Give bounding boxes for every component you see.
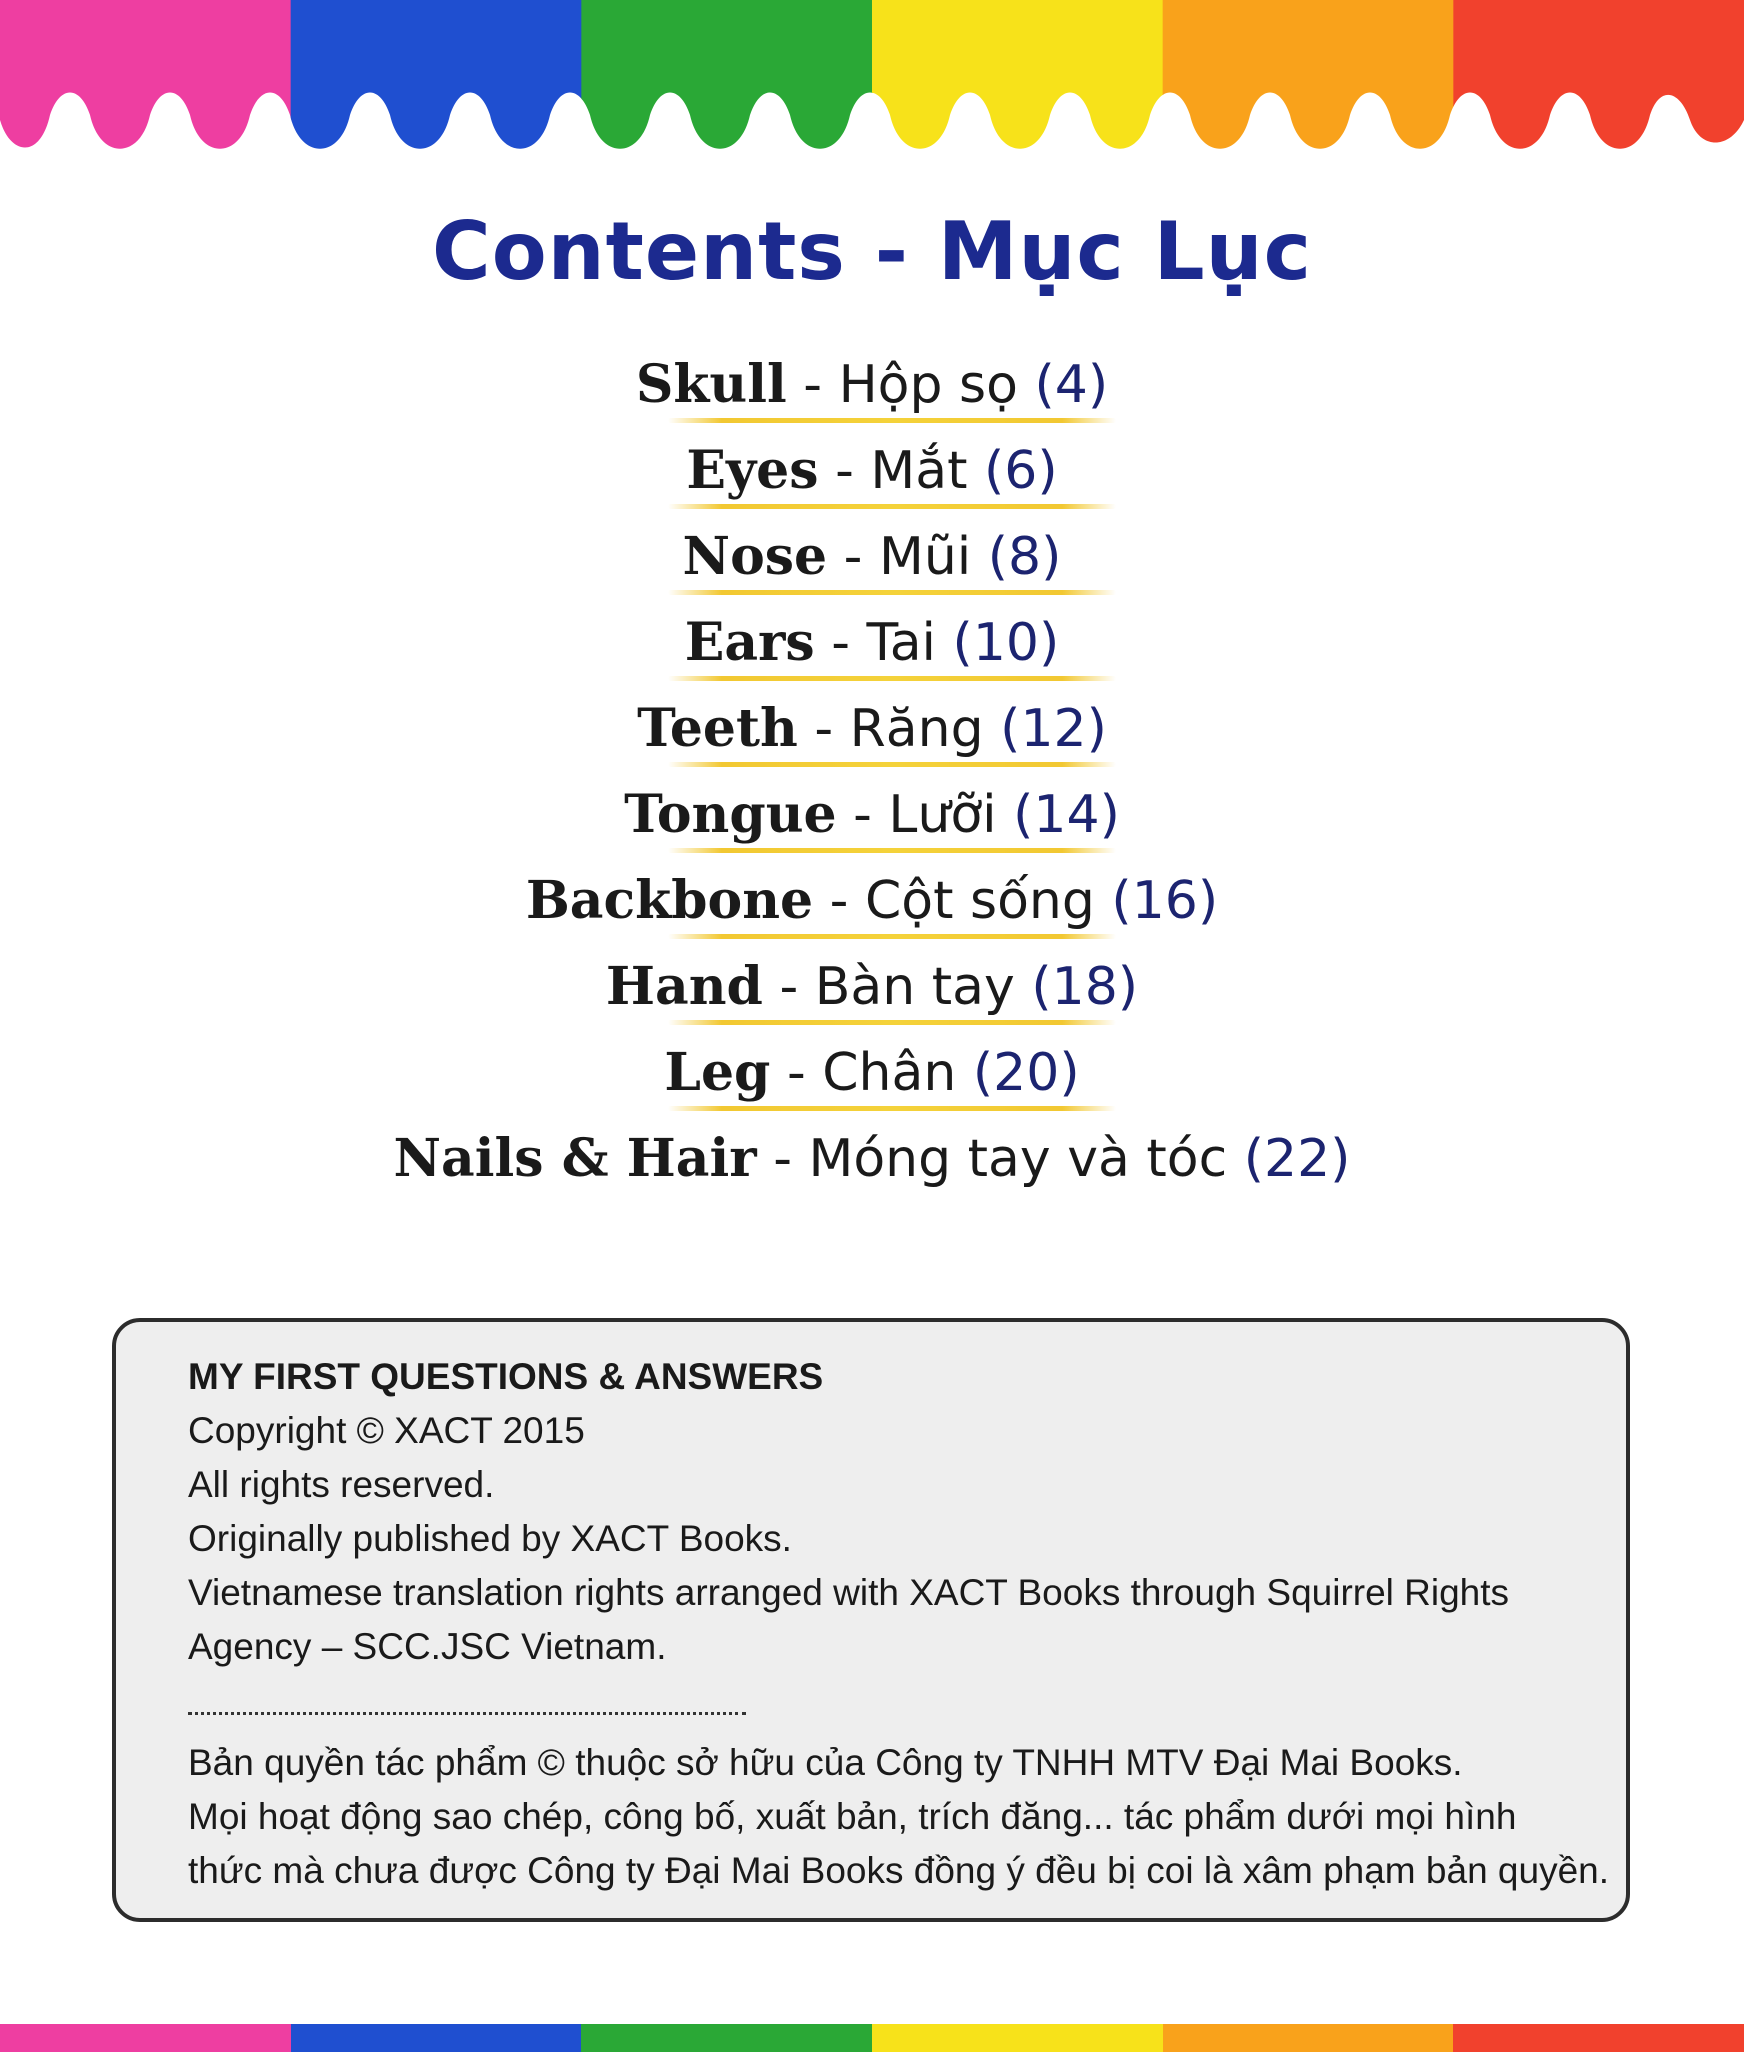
page-title: Contents - Mục Lục (431, 205, 1313, 298)
rainbow-stripe (1453, 2024, 1744, 2052)
toc-item-vietnamese: Mắt (870, 441, 968, 501)
toc-item-separator: - (829, 871, 849, 931)
toc-underline (668, 848, 1116, 853)
translation-rights-line: Vietnamese translation rights arranged with XACT Books through Squirrel Rights (188, 1572, 1510, 1613)
toc-item-skull[interactable] (0, 345, 1744, 425)
toc-underline (668, 1020, 1116, 1025)
toc-item-vietnamese: Mũi (878, 527, 972, 587)
toc-item-nose[interactable] (0, 517, 1744, 597)
vietnamese-notice-line: Mọi hoạt động sao chép, công bố, xuất bản, trích đăng... tác phẩm dưới mọi hình (188, 1796, 1517, 1837)
rainbow-border-bottom (0, 2024, 1744, 2052)
toc-item-english: Eyes (686, 440, 819, 501)
rainbow-stripe (581, 2024, 872, 2052)
rainbow-stripe (291, 0, 583, 175)
toc-item-page: (22) (1243, 1129, 1351, 1189)
toc-item-english: Backbone (525, 870, 814, 931)
toc-item-page: (12) (1000, 699, 1107, 759)
toc-item-vietnamese: Hộp sọ (838, 355, 1018, 415)
toc-item-page: (4) (1034, 355, 1109, 415)
publisher-line: Originally published by XACT Books. (188, 1518, 792, 1559)
rainbow-stripe (581, 0, 873, 175)
toc-item-tongue[interactable] (0, 775, 1744, 855)
toc-item-vietnamese: Cột sống (864, 871, 1095, 931)
toc-item-leg[interactable] (0, 1033, 1744, 1113)
toc-item-vietnamese: Răng (849, 699, 984, 759)
toc-item-separator: - (843, 527, 863, 587)
toc-item-separator: - (814, 699, 834, 759)
toc-item-hand[interactable] (0, 947, 1744, 1027)
toc-item-vietnamese: Móng tay và tóc (808, 1129, 1228, 1189)
toc-item-english: Nails & Hair (393, 1128, 757, 1189)
toc-item-page: (14) (1013, 785, 1120, 845)
toc-underline (668, 590, 1116, 595)
toc-item-page: (18) (1031, 957, 1139, 1017)
toc-underline (668, 504, 1116, 509)
toc-item-separator: - (786, 1043, 806, 1103)
toc-item-english: Leg (664, 1042, 771, 1103)
toc-item-english: Nose (682, 526, 828, 587)
vietnamese-copyright-line: Bản quyền tác phẩm © thuộc sở hữu của Công ty TNHH MTV Đại Mai Books. (188, 1742, 1463, 1783)
rainbow-stripe (872, 0, 1164, 175)
toc-item-english: Skull (635, 354, 787, 415)
toc-item-page: (20) (972, 1043, 1080, 1103)
toc-item-separator: - (779, 957, 799, 1017)
copyright-box (112, 1318, 1630, 1922)
toc-item-page: (6) (984, 441, 1058, 501)
toc-item-backbone[interactable] (0, 861, 1744, 941)
toc-underline (668, 762, 1116, 767)
toc-item-separator: - (835, 441, 854, 501)
toc-underline (668, 1106, 1116, 1111)
toc-item-english: Hand (605, 956, 763, 1017)
toc-item-teeth[interactable] (0, 689, 1744, 769)
toc-item-nails-hair[interactable] (0, 1119, 1744, 1199)
rainbow-stripe (1453, 0, 1744, 175)
toc-item-vietnamese: Tai (866, 613, 936, 673)
toc-item-page: (8) (987, 527, 1062, 587)
copyright-line: Copyright © XACT 2015 (188, 1410, 585, 1451)
toc-item-english: Tongue (624, 784, 837, 845)
rainbow-stripe (291, 2024, 582, 2052)
toc-item-separator: - (803, 355, 823, 415)
toc-underline (668, 418, 1116, 423)
rainbow-stripe (0, 0, 292, 175)
toc-underline (668, 676, 1116, 681)
dotted-divider (188, 1712, 746, 1715)
toc-underline (668, 934, 1116, 939)
toc-item-english: Ears (684, 612, 815, 673)
book-series-title: MY FIRST QUESTIONS & ANSWERS (188, 1356, 824, 1397)
toc-item-page: (10) (952, 613, 1060, 673)
toc-item-ears[interactable] (0, 603, 1744, 683)
rights-line: All rights reserved. (188, 1464, 495, 1505)
vietnamese-notice-line: thức mà chưa được Công ty Đại Mai Books đồng ý đều bị coi là xâm phạm bản quyền. (188, 1850, 1610, 1891)
toc-item-vietnamese: Bàn tay (814, 957, 1015, 1017)
toc-item-eyes[interactable] (0, 431, 1744, 511)
toc-item-separator: - (831, 613, 850, 673)
rainbow-stripe (1163, 0, 1455, 175)
toc-item-separator: - (853, 785, 872, 845)
agency-line: Agency – SCC.JSC Vietnam. (188, 1626, 667, 1667)
rainbow-stripe (0, 2024, 291, 2052)
toc-item-vietnamese: Lưỡi (888, 785, 997, 845)
toc-item-separator: - (773, 1129, 792, 1189)
rainbow-stripe (1163, 2024, 1454, 2052)
toc-item-english: Teeth (637, 698, 798, 759)
rainbow-stripe (872, 2024, 1163, 2052)
rainbow-drip-border-top (0, 0, 1744, 175)
toc-item-page: (16) (1111, 871, 1219, 931)
toc-item-vietnamese: Chân (822, 1043, 957, 1103)
